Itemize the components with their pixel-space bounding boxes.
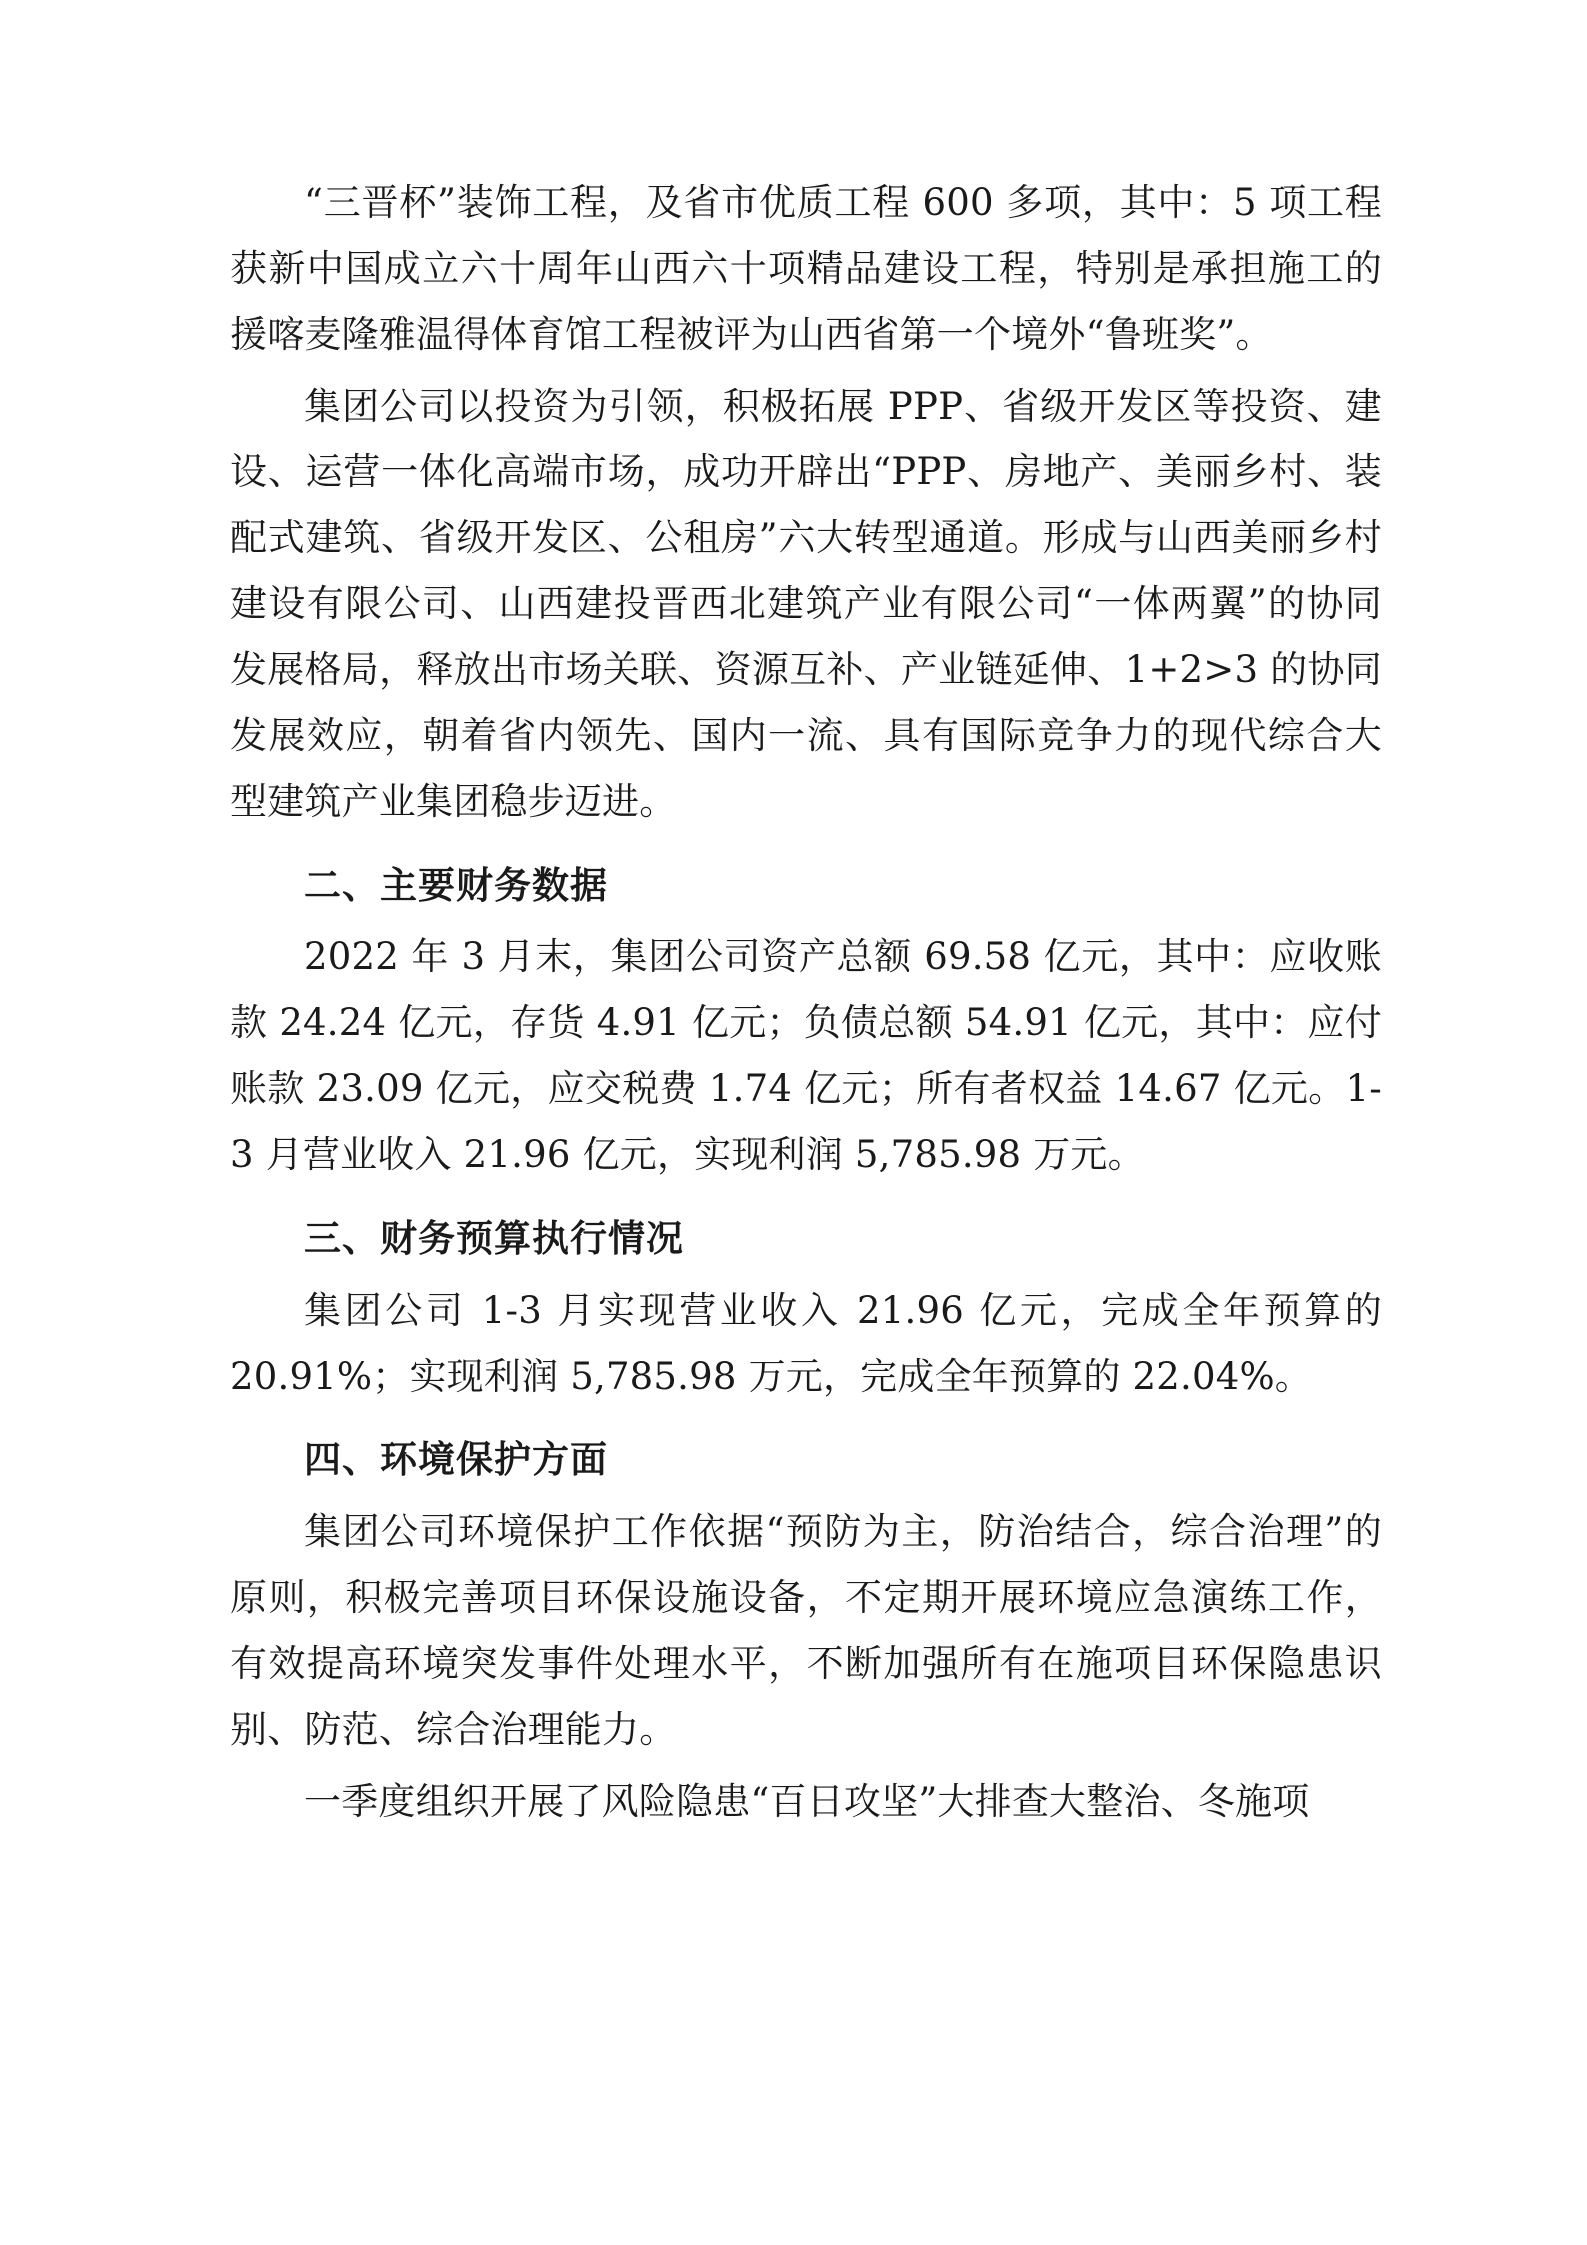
section-heading-budget-execution: 三、财务预算执行情况: [304, 1216, 684, 1260]
section-heading-financial-data: 二、主要财务数据: [304, 863, 608, 907]
paragraph-budget-execution: 集团公司 1-3 月实现营业收入 21.96 亿元，完成全年预算的 20.91%；实现利润 5,785.98 万元，完成全年预算的 22.04%。: [230, 1288, 1382, 1398]
paragraph-environmental-principles: 集团公司环境保护工作依据“预防为主，防治结合，综合治理”的原则，积极完善项目环保设施设备，不定期开展环境应急演练工作，有效提高环境突发事件处理水平，不断加强所有在施项目环保隐患识别、防范、综合治理能力。: [230, 1510, 1382, 1751]
paragraph-continuation-awards: “三晋杯”装饰工程，及省市优质工程 600 多项，其中：5 项工程获新中国成立六十周年山西六十项精品建设工程，特别是承担施工的援喀麦隆雅温得体育馆工程被评为山西省第一个境外“鲁班奖”。: [230, 181, 1382, 356]
paragraph-quarterly-inspection: 一季度组织开展了风险隐患“百日攻坚”大排查大整治、冬施项: [304, 1779, 1310, 1823]
section-heading-environmental-protection: 四、环境保护方面: [304, 1438, 608, 1482]
paragraph-financial-data: 2022 年 3 月末，集团公司资产总额 69.58 亿元，其中：应收账款 24.24 亿元，存货 4.91 亿元；负债总额 54.91 亿元，其中：应付账款 23.09 亿元，应交税费 1.74 亿元；所有者权益 14.67 亿元。1-3 月营业收入 21.96 亿元，实现利润 5,785.98 万元。: [230, 935, 1382, 1177]
document-body: [230, 170, 1382, 1835]
paragraph-investment-strategy: 集团公司以投资为引领，积极拓展 PPP、省级开发区等投资、建设、运营一体化高端市场，成功开辟出“PPP、房地产、美丽乡村、装配式建筑、省级开发区、公租房”六大转型通道。形成与山西美丽乡村建设有限公司、山西建投晋西北建筑产业有限公司“一体两翼”的协同发展格局，释放出市场关联、资源互补、产业链延伸、1+2>3 的协同发展效应，朝着省内领先、国内一流、具有国际竞争力的现代综合大型建筑产业集团稳步迈进。: [230, 384, 1382, 823]
